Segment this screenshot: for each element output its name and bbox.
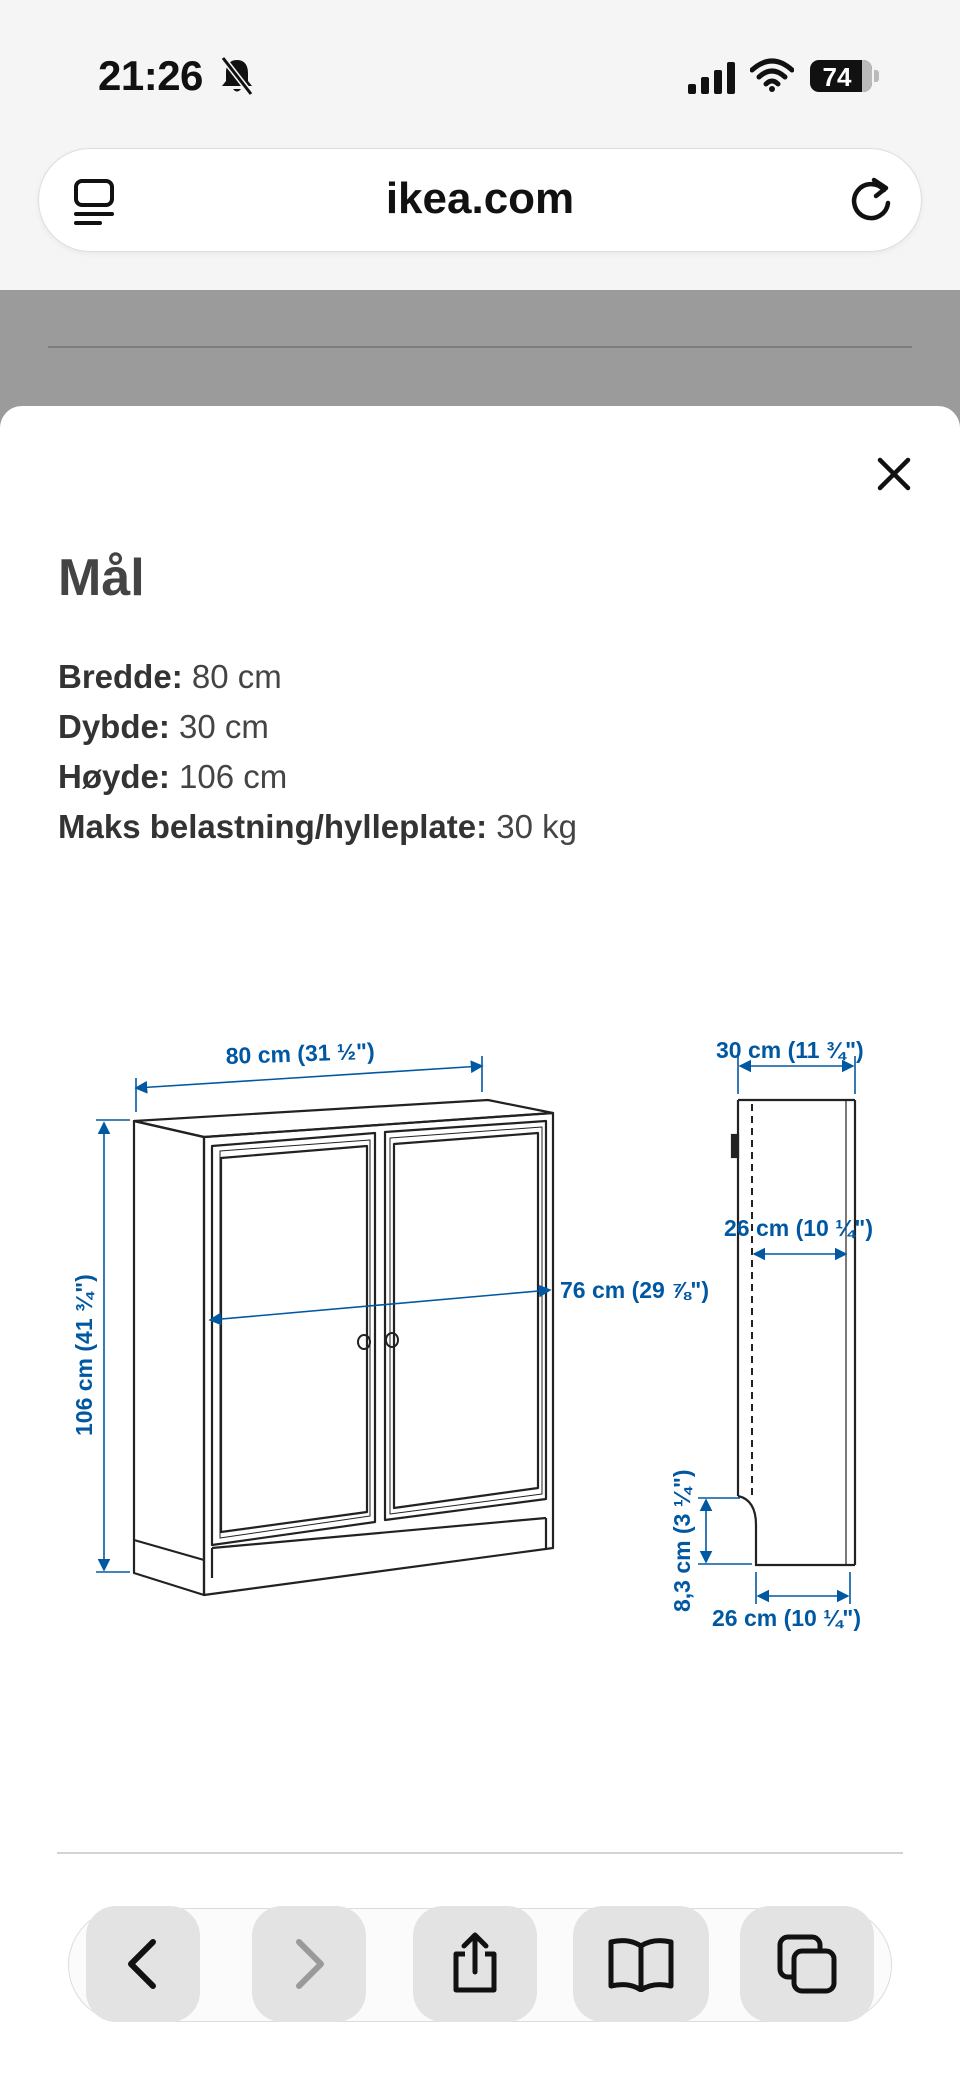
spec-max-load: Maks belastning/hylleplate: 30 kg: [58, 808, 578, 845]
spec-width: Bredde: 80 cm: [58, 658, 282, 695]
bottom-depth-label: 26 cm (10 ¼"): [712, 1605, 861, 1631]
depth-label: 30 cm (11 ¾"): [716, 1037, 864, 1063]
wifi-icon: [750, 58, 794, 92]
close-icon[interactable]: [870, 450, 918, 498]
back-icon: [123, 1936, 163, 1992]
height-label: 106 cm (41 ¾"): [71, 1274, 97, 1436]
url-text[interactable]: ikea.com: [385, 174, 575, 223]
back-button[interactable]: [86, 1906, 200, 2022]
spec-depth: Dybde: 30 cm: [58, 708, 269, 745]
inner-width-label: 76 cm (29 ⅞"): [560, 1277, 709, 1303]
signal-icon: [688, 62, 736, 94]
share-icon: [448, 1932, 502, 1996]
spec-height: Høyde: 106 cm: [58, 758, 288, 795]
bookmarks-button[interactable]: [573, 1906, 709, 2022]
bell-slash-icon: [220, 56, 254, 96]
battery-icon: [810, 60, 872, 92]
forward-button[interactable]: [252, 1906, 366, 2022]
battery-level: 74: [822, 62, 852, 92]
tabs-button[interactable]: [740, 1906, 874, 2022]
width-dimension-line: [136, 1066, 482, 1088]
status-time: 21:26: [98, 52, 203, 99]
share-button[interactable]: [413, 1906, 537, 2022]
tabs-icon: [776, 1933, 838, 1995]
forward-icon: [289, 1936, 329, 1992]
sheet-divider: [57, 1852, 903, 1854]
reload-icon[interactable]: [848, 174, 894, 224]
plinth-height-label: 8,3 cm (3 ¼"): [669, 1469, 695, 1612]
cabinet-front-drawing: [134, 1100, 553, 1595]
cabinet-side-drawing: [732, 1100, 855, 1565]
overlay-divider: [48, 346, 912, 348]
specs-list: [58, 652, 577, 852]
inner-width-dimension-line: [210, 1290, 550, 1320]
bookmarks-icon: [607, 1936, 675, 1992]
inner-depth-label: 26 cm (10 ¼"): [724, 1215, 873, 1241]
dimension-diagram: [0, 1010, 960, 1660]
sheet-title: Mål: [58, 549, 145, 607]
battery-cap: [874, 70, 879, 82]
width-label: 80 cm (31 ½"): [225, 1037, 376, 1069]
